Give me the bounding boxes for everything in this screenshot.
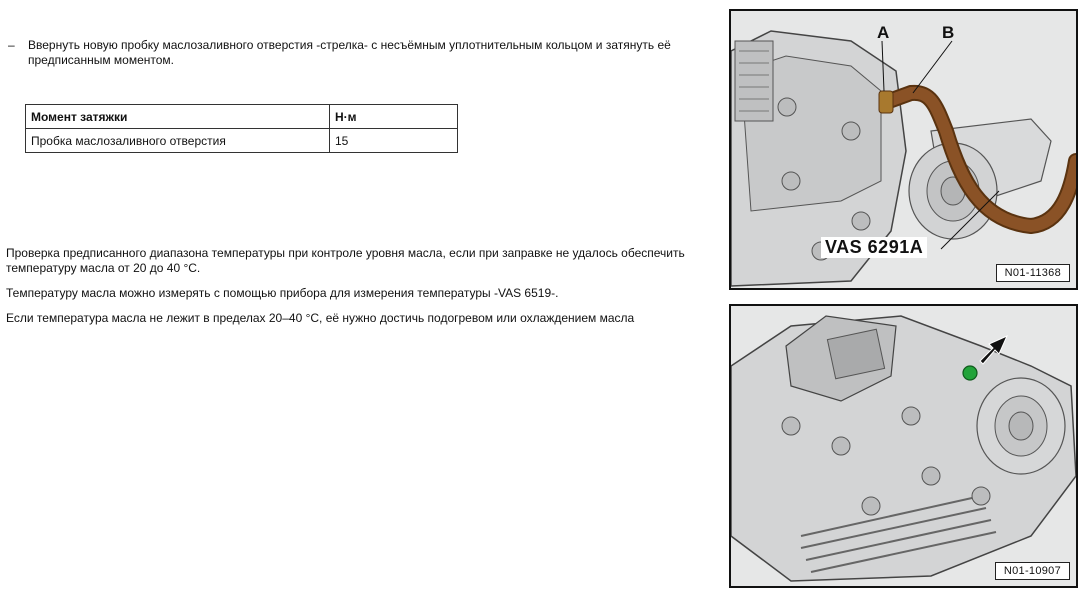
instruction-bullet	[8, 38, 698, 68]
paragraph-temperature-check: Проверка предписанного диапазона температуры при контроле уровня масла, если при заправке не удалось обеспечить температуру масла от 20 до 40 °С.	[6, 246, 685, 275]
table-header-cell: Момент затяжки	[26, 105, 330, 129]
gearbox-plug-illustration	[731, 306, 1076, 586]
table-cell: Пробка маслозаливного отверстия	[26, 129, 330, 153]
callout-label-a: A	[877, 23, 890, 42]
table-header-cell: Н·м	[330, 105, 458, 129]
table-row	[26, 129, 458, 153]
paragraph-heat-cool: Если температура масла не лежит в пределах 20–40 °С, её нужно достичь подогревом или охлаждением масла	[6, 311, 635, 325]
paragraph-measure-tool: Температуру масла можно измерять с помощью прибора для измерения температуры -VAS 6519-.	[6, 286, 559, 300]
table-cell: 15	[330, 129, 458, 153]
figure-code: N01-11368	[996, 264, 1070, 282]
figure-gearbox-hose	[729, 9, 1078, 290]
instruction-text: Ввернуть новую пробку маслозаливного отверстия -стрелка- с несъёмным уплотнительным кольцом и затянуть её предписанным моментом.	[28, 38, 671, 67]
torque-table	[25, 104, 458, 153]
figure-oil-filler-plug	[729, 304, 1078, 588]
bullet-dash: –	[8, 38, 15, 52]
callout-label-b: B	[942, 23, 955, 42]
table-header-row	[26, 105, 458, 129]
tool-label: VAS 6291A	[821, 237, 927, 258]
figure-code: N01-10907	[995, 562, 1070, 580]
